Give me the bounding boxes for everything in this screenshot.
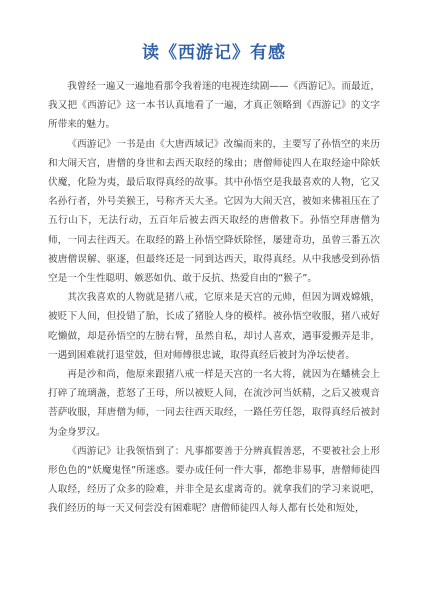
paragraph-5: 《西游记》让我领悟到了：凡事都要善于分辨真假善恶，不要被社会上形形色色的“妖魔鬼怪”所迷惑。要办成任何一件大事，都绝非易事，唐僧师徒四人取经，经历了众多的险难，并非全是玄虚离奇的。就拿我们的学习来说吧，我们经历的每一天又何尝没有困难呢？唐僧师徒四人每人都有长处和短处， bbox=[48, 445, 380, 515]
document-title: 读《西游记》有感 bbox=[142, 43, 286, 63]
paragraph-3: 其次我喜欢的人物就是猪八戒，它原来是天宫的元帅，但因为调戏嫦娥，被贬下人间，但投错了胎，长成了猪脸人身的模样。被孙悟空收服，猪八戒好吃懒做，却是孙悟空的左膀右臂，虽然自私，却讨人喜欢，遇事爱搬弄是非，一遇到困难就打退堂鼓，但对师傅很忠诚，取得真经后被封为净坛使者。 bbox=[48, 292, 380, 361]
paragraph-4: 再是沙和尚，他原来跟猪八戒一样是天宫的一名大将，就因为在蟠桃会上打碎了琉璃盏，惹怒了王母，所以被贬人间，在流沙河当妖精，之后又被观音菩萨收服，拜唐僧为师，一同去往西天取经，一路任劳任怨，取得真经后被封为金身罗汉。 bbox=[48, 369, 380, 438]
paragraph-2: 《西游记》一书是由《大唐西域记》改编而来的，主要写了孙悟空的来历和大闹天宫，唐僧的身世和去西天取经的缘由；唐僧师徒四人在取经途中除妖伏魔，化险为夷，最后取得真经的故事。其中孙悟空是我最喜欢的人物，它又名孙行者，外号美猴王，号称齐天大圣。它因为大闹天宫，被如来佛祖压在了五行山下，无法行动，五百年后被去西天取经的唐僧救下。孙悟空拜唐僧为师，一同去往西天。在取经的路上孙悟空降妖除怪，屡建奇功，虽曾三番五次被唐僧误解、驱逐，但最终还是一同到达西天，取得真经。从中我感受到孙悟空是一个生性聪明、嫉恶如仇、敢于反抗、热爱自由的“猴子”。 bbox=[48, 138, 380, 285]
paragraph-1: 我曾经一遍又一遍地看那令我着迷的电视连续剧——《西游记》。而最近，我又把《西游记》这一本书认真地看了一遍，才真正领略到《西游记》的文字所带来的魅力。 bbox=[48, 81, 380, 131]
document-body bbox=[48, 77, 380, 519]
